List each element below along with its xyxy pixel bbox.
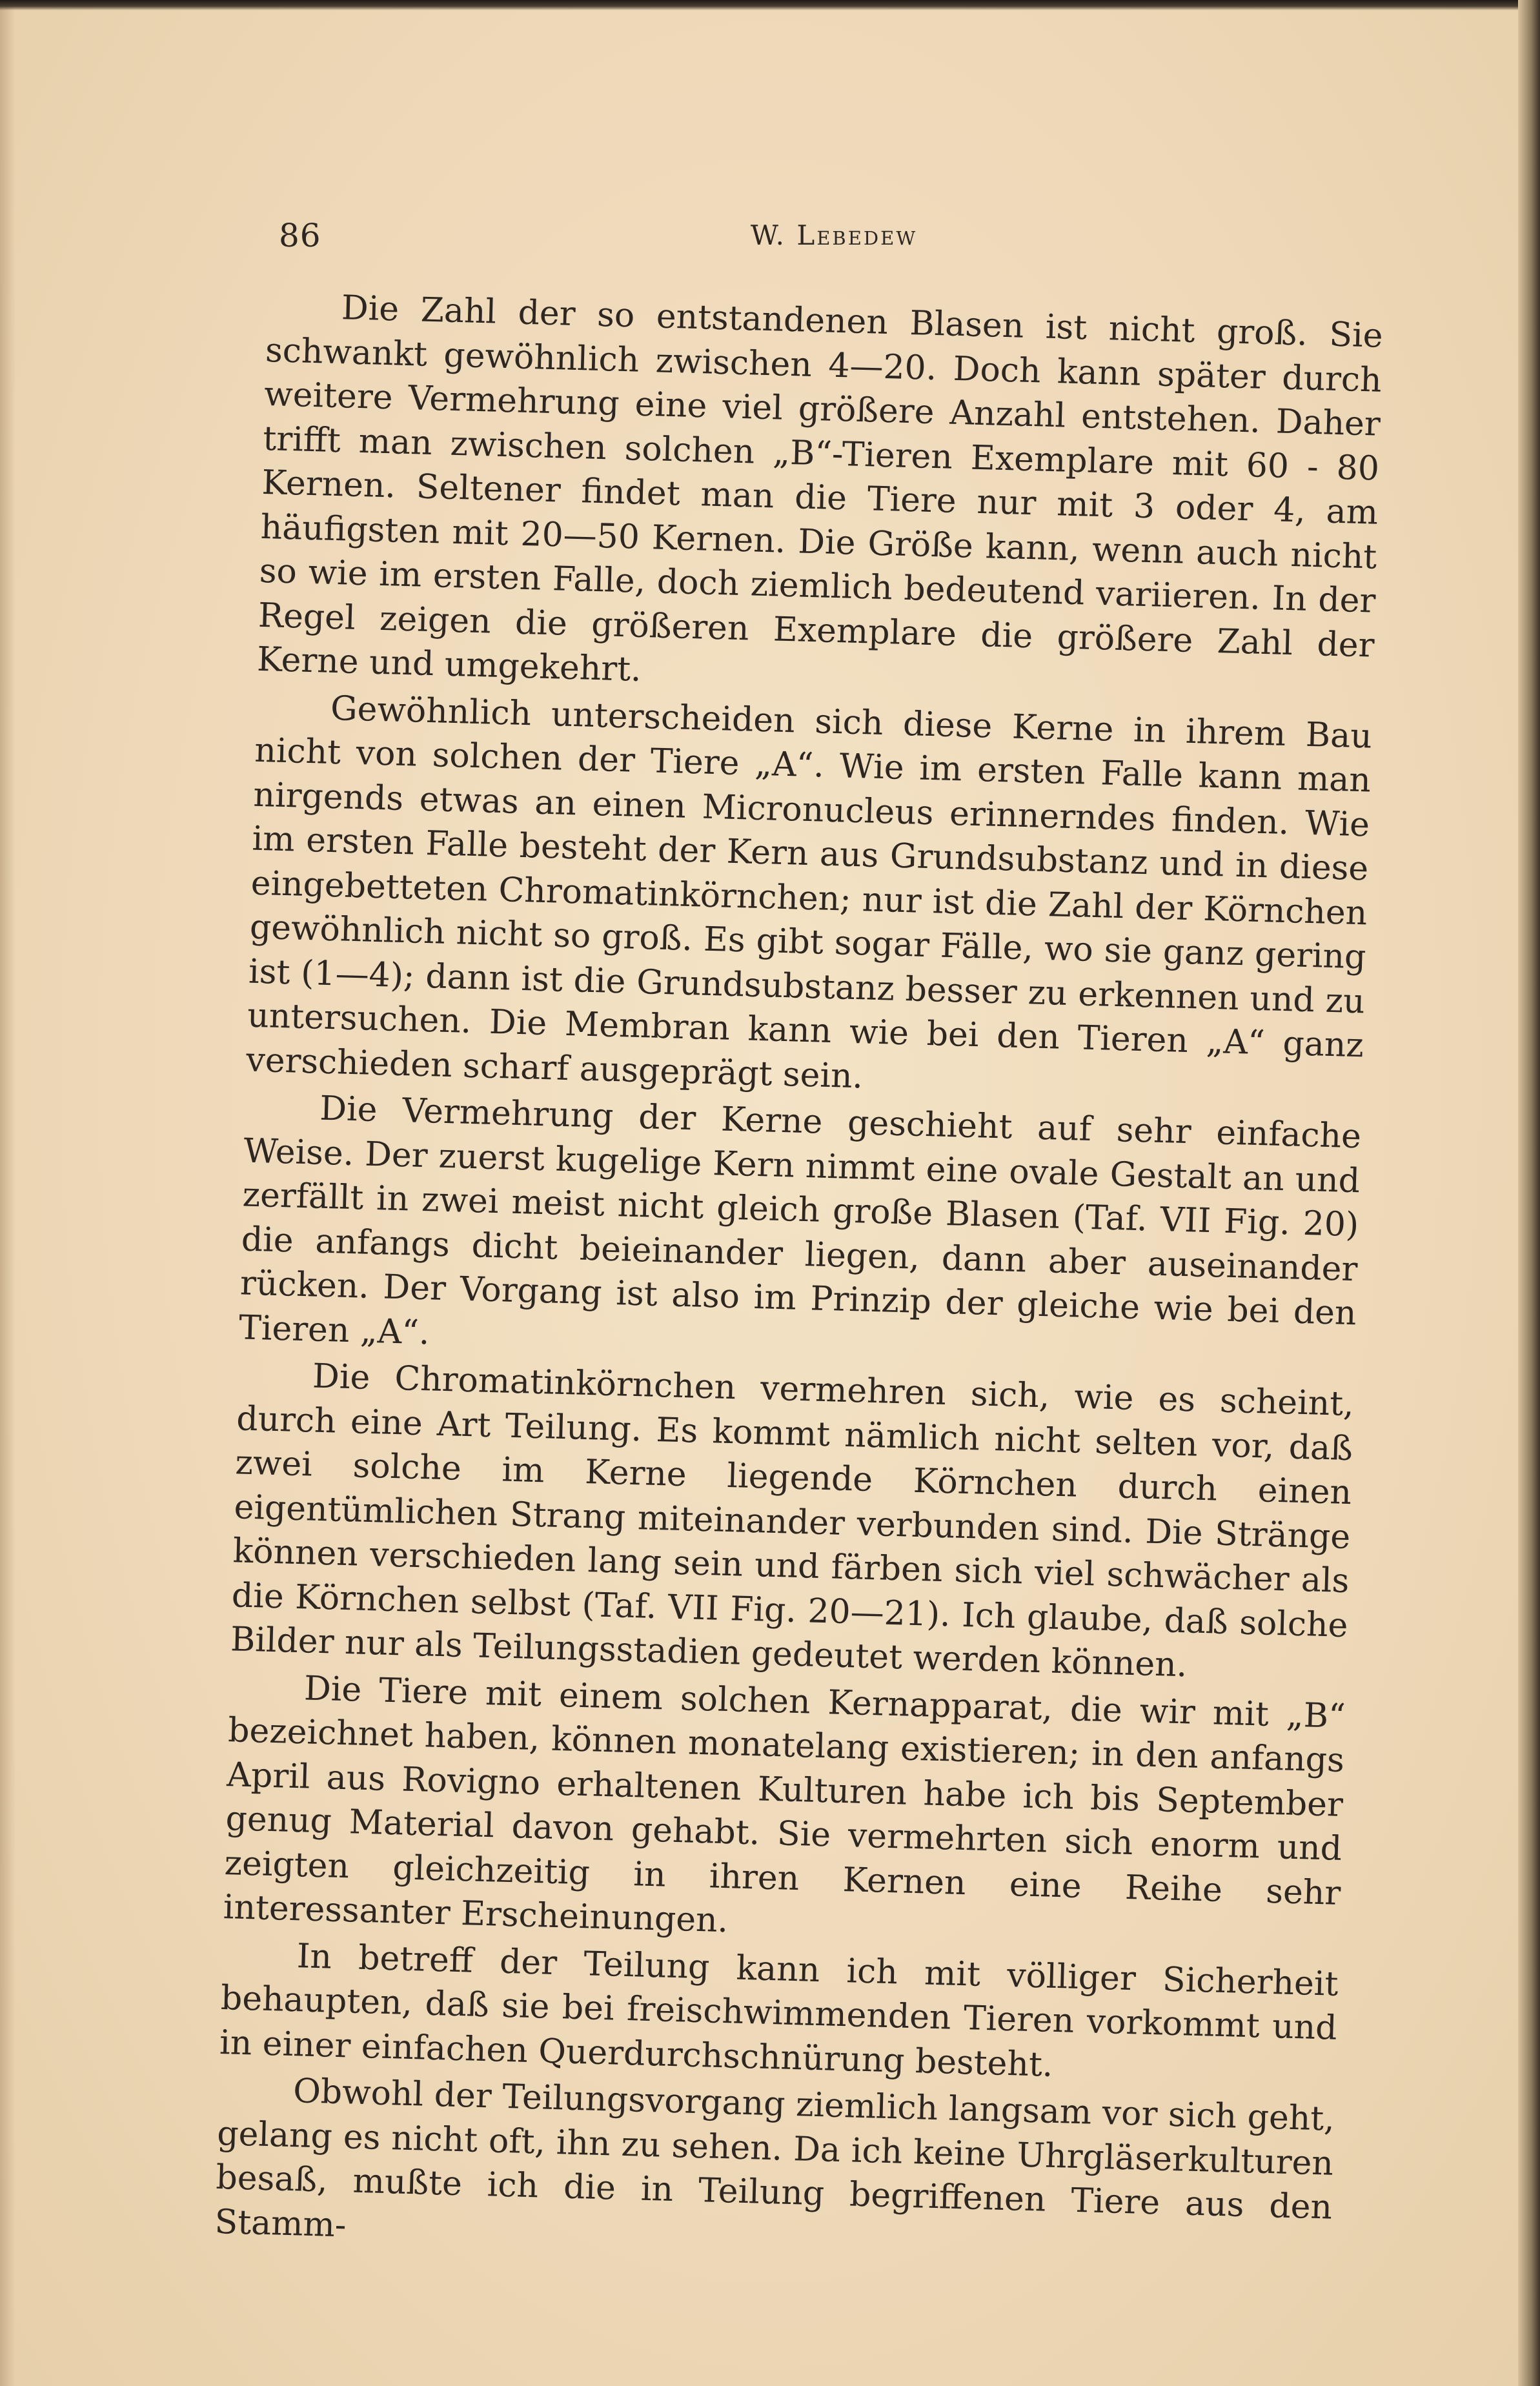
paragraph: Gewöhnlich unterscheiden sich diese Kerne in ihrem Bau nicht von solchen der Tiere „A“. Wie im ersten Falle kann man nirgends etwas an einen Micronucleus erinnerndes finden. Wie im ersten Falle besteht der Kern aus Grundsubstanz und in diese eingebetteten Chromatinkörnchen; nur ist die Zahl der Körnchen gewöhnlich nicht so groß. Es gibt sogar Fälle, wo sie ganz gering ist (1—4); dann ist die Grundsubstanz besser zu erkennen und zu untersuchen. Die Membran kann wie bei den Tieren „A“ ganz verschieden scharf ausgeprägt sein. [245, 689, 1373, 1096]
page-top-edge [0, 0, 1540, 10]
page-number: 86 [279, 217, 321, 254]
paragraph: Obwohl der Teilungsvorgang ziemlich langsam vor sich geht, gelang es nicht oft, ihn zu sehen. Da ich keine Uhrgläserkulturen besaß, mußte ich die in Teilung begriffenen Tiere aus den Stamm- [214, 2072, 1335, 2245]
body-text [214, 284, 1384, 2274]
page-right-edge [1518, 0, 1540, 2386]
page-left-shadow [0, 0, 15, 2386]
paragraph: Die Vermehrung der Kerne geschieht auf sehr einfache Weise. Der zuerst kugelige Kern nimmt eine ovale Gestalt an und zerfällt in zwei meist nicht gleich große Blasen (Taf. VII Fig. 20) die anfangs dicht beieinander liegen, dann aber auseinander rücken. Der Vorgang ist also im Prinzip der gleiche wie bei den Tieren „A“. [238, 1089, 1362, 1352]
paragraph: In betreff der Teilung kann ich mit völliger Sicherheit behaupten, daß sie bei freischwimmenden Tieren vorkommt und in einer einfachen Querdurchschnürung besteht. [219, 1936, 1339, 2085]
paragraph: Die Chromatinkörnchen vermehren sich, wie es scheint, durch eine Art Teilung. Es kommt nämlich nicht selten vor, daß zwei solche im Kerne liegende Körnchen durch einen eigentümlichen Strang miteinander verbunden sind. Die Stränge können verschieden lang sein und färben sich viel schwächer als die Körnchen selbst (Taf. VII Fig. 20—21). Ich glaube, daß solche Bilder nur als Teilungsstadien gedeutet werden können. [230, 1357, 1355, 1685]
running-head: W. Lebedew [750, 219, 918, 251]
paragraph: Die Zahl der so entstandenen Blasen ist nicht groß. Sie schwankt gewöhnlich zwischen 4—20. Doch kann später durch weitere Vermehrung eine viel größere Anzahl entstehen. Daher trifft man zwischen solchen „B“-Tieren Exemplare mit 60 - 80 Kernen. Seltener findet man die Tiere nur mit 3 oder 4, am häufigsten mit 20—50 Kernen. Die Größe kann, wenn auch nicht so wie im ersten Falle, doch ziemlich bedeutend variieren. In der Regel zeigen die größeren Exemplare die größere Zahl der Kerne und umgekehrt. [256, 288, 1384, 689]
page-header [279, 213, 1389, 258]
paragraph: Die Tiere mit einem solchen Kernapparat, die wir mit „B“ bezeichnet haben, können monatelang existieren; in den anfangs April aus Rovigno erhaltenen Kulturen habe ich bis September genug Material davon gehabt. Sie vermehrten sich enorm und zeigten gleichzeitig in ihren Kernen eine Reihe sehr interessanter Erscheinungen. [223, 1668, 1346, 1941]
